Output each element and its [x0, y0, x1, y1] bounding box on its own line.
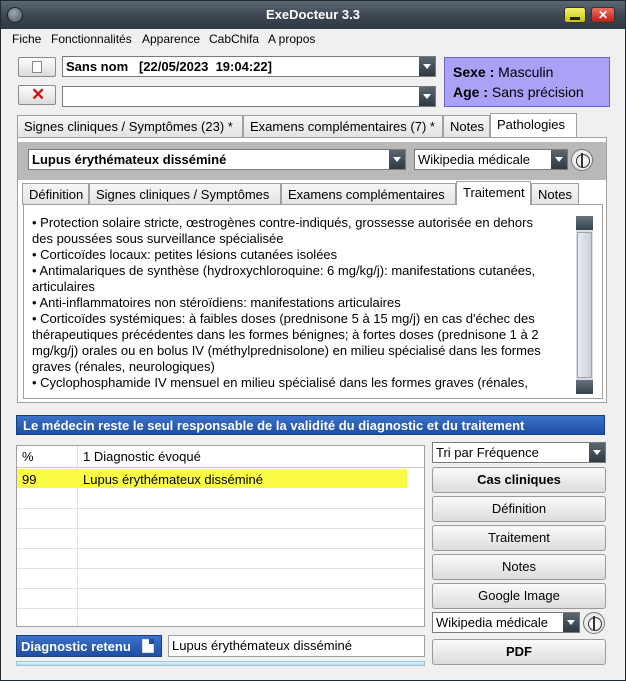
diagnostic-grid[interactable]: [16, 445, 425, 627]
source-value: Wikipedia médicale: [418, 152, 530, 167]
source2-combo[interactable]: [432, 612, 580, 633]
definition-button[interactable]: Définition: [432, 496, 606, 522]
chevron-down-icon[interactable]: [419, 87, 435, 106]
source-combo[interactable]: [414, 149, 568, 170]
grid-line: [17, 588, 424, 589]
sexe-value: Masculin: [498, 64, 554, 80]
menu-fonctionnalites[interactable]: Fonctionnalités: [51, 32, 132, 46]
patient-info-box: [444, 57, 610, 107]
cas-cliniques-button[interactable]: Cas cliniques: [432, 467, 606, 493]
sort-combo[interactable]: [432, 442, 606, 463]
diagnostic-retenu-field[interactable]: Lupus érythémateux disséminé: [168, 635, 425, 657]
second-combo[interactable]: [62, 86, 436, 107]
treatment-line: • Antimalariques de synthèse (hydroxychloroquine: 6 mg/kg/j): manifestations cutanées,: [32, 263, 536, 278]
chevron-down-icon[interactable]: [419, 57, 435, 76]
tab-signes-cliniques[interactable]: Signes cliniques / Symptômes (23) *: [17, 115, 243, 137]
google-image-button[interactable]: Google Image: [432, 583, 606, 609]
delete-button[interactable]: [18, 85, 56, 105]
treatment-line: • Corticoïdes systémiques: à faibles doses (prednisone 5 à 15 mg/j) en cas d'échec des: [32, 311, 535, 326]
chevron-down-icon[interactable]: [551, 150, 567, 169]
subtab-traitement[interactable]: Traitement: [456, 181, 531, 205]
row-diagnostic: Lupus érythémateux disséminé: [83, 472, 263, 487]
tab-notes[interactable]: Notes: [443, 115, 490, 137]
minimize-button[interactable]: [564, 7, 586, 23]
treatment-line: thérapeutiques précédentes dans les formes bénignes; à fortes doses (prednisone 1 à 2: [32, 327, 539, 342]
treatment-line: • Cyclophosphamide IV mensuel en milieu spécialisé dans les formes graves (rénales,: [32, 375, 528, 390]
pathology-combo[interactable]: [28, 149, 406, 170]
treatment-line: • Anti-inflammatoires non stéroïdiens: manifestations articulaires: [32, 295, 401, 310]
treatment-line: • Corticoïdes locaux: petites lésions cutanées isolées: [32, 247, 338, 262]
grid-line: [17, 568, 424, 569]
tab-pathologies[interactable]: Pathologies: [490, 113, 577, 137]
treatment-text[interactable]: [30, 215, 575, 393]
grid-line: [17, 548, 424, 549]
new-file-button[interactable]: [18, 57, 56, 77]
treatment-line: articulaires: [32, 279, 95, 294]
pathology-value: Lupus érythémateux disséminé: [32, 152, 227, 167]
title-bar[interactable]: [1, 1, 625, 29]
pdf-button[interactable]: PDF: [432, 639, 606, 665]
menu-cabchifa[interactable]: CabChifa: [209, 32, 260, 46]
sexe-label: Sexe :: [453, 64, 495, 80]
age-label: Age :: [453, 84, 488, 100]
close-icon: ✕: [597, 8, 609, 22]
treatment-line: des poussées sous surveillance spécialisée: [32, 231, 284, 246]
scroll-up-icon[interactable]: [576, 216, 593, 230]
grid-line: [17, 608, 424, 609]
row-percent: 99: [22, 472, 37, 487]
globe-icon[interactable]: [583, 612, 605, 634]
subtab-signes[interactable]: Signes cliniques / Symptômes: [89, 183, 281, 205]
diagnostic-retenu-label: Diagnostic retenu: [16, 635, 162, 657]
red-x-icon: ✕: [31, 85, 46, 104]
treatment-line: graves (rénales, neurologiques): [32, 359, 215, 374]
grid-line: [17, 528, 424, 529]
chevron-down-icon[interactable]: [563, 613, 579, 632]
scroll-thumb[interactable]: [577, 232, 592, 378]
subtab-examens[interactable]: Examens complémentaires: [281, 183, 456, 205]
patient-name-combo[interactable]: [62, 56, 436, 77]
globe-icon[interactable]: [571, 149, 593, 171]
treatment-scrollbar[interactable]: [576, 216, 593, 394]
scroll-down-icon[interactable]: [576, 380, 593, 394]
menu-a-propos[interactable]: A propos: [268, 32, 316, 46]
menu-fiche[interactable]: Fiche: [12, 32, 42, 46]
grid-header: [17, 446, 424, 468]
tab-examens[interactable]: Examens complémentaires (7) *: [243, 115, 443, 137]
treatment-line: • Protection solaire stricte, œstrogènes contre-indiqués, grossesse autorisée en dehors: [32, 215, 533, 230]
grid-line: [17, 508, 424, 509]
progress-strip: [16, 661, 425, 666]
chevron-down-icon[interactable]: [389, 150, 405, 169]
menu-bar: [1, 29, 625, 49]
sort-value: Tri par Fréquence: [436, 445, 539, 460]
patient-name-value: Sans nom [22/05/2023 19:04:22]: [66, 59, 272, 74]
warning-banner: Le médecin reste le seul responsable de la validité du diagnostic et du traitement: [16, 415, 605, 435]
document-icon[interactable]: [142, 639, 154, 653]
close-button[interactable]: [591, 7, 615, 23]
age-value: Sans précision: [491, 84, 584, 100]
chevron-down-icon[interactable]: [589, 443, 605, 462]
source2-value: Wikipedia médicale: [436, 615, 548, 630]
menu-apparence[interactable]: Apparence: [142, 32, 201, 46]
col-percent[interactable]: %: [22, 449, 34, 464]
window-title: ExeDocteur 3.3: [266, 7, 360, 22]
document-icon: [32, 61, 42, 73]
col-diagnostic[interactable]: 1 Diagnostic évoqué: [83, 449, 201, 464]
minimize-icon: [570, 17, 580, 20]
treatment-line: mg/kg/j) orales ou en bolus IV (méthylprednisolone) en milieu spécialisé dans les formes: [32, 343, 541, 358]
notes-button[interactable]: Notes: [432, 554, 606, 580]
subtab-notes[interactable]: Notes: [531, 183, 579, 205]
subtab-definition[interactable]: Définition: [22, 183, 89, 205]
traitement-button[interactable]: Traitement: [432, 525, 606, 551]
